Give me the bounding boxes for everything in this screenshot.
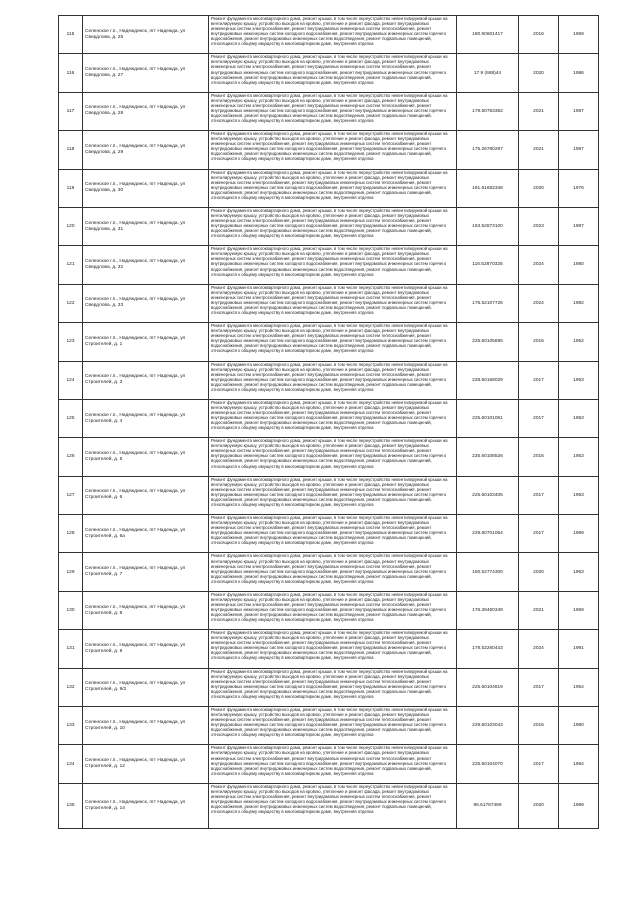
work-description-cell: Ремонт фундамента многоквартирного дома, ремонт крыши, в том числе переустройство невентилируемой крыши на вентилируемую крышу, устройство выходов на кровлю, утепление и ремонт фасада, ремонт внутридомовых инженерных систем электроснабжения, ремонт внутридомовых инженерных систем теплоснабжения, ремонт внутридомовых инженерных систем холодного водоснабжения, ремонт внутридомовых инженерных систем горячего водоснабжения, ремонт внутридомовых инженерных систем водоотведения, ремонт подвальных помещений, относящихся к общему имуществу в многоквартирном доме, внутренняя отделка <box>209 284 457 322</box>
build-year-cell: 1987 <box>559 92 599 130</box>
build-year-cell: 1980 <box>559 707 599 745</box>
address-cell: Селенское г.п., Надеждинск, пгт Надежда, ул Свердлова, д. 30 <box>83 169 209 207</box>
table-row <box>59 323 599 361</box>
table-row <box>59 630 599 668</box>
row-number-cell: 118 <box>59 131 83 169</box>
row-number-cell: 123 <box>59 323 83 361</box>
address-cell: Селенское г.п., Надеждинск, пгт Надежда, ул Свердлова, д. 28 <box>83 92 209 130</box>
repair-year-cell: 2017 <box>519 476 559 514</box>
build-year-cell: 1989 <box>559 783 599 828</box>
area-cell: 180.50601417 <box>457 16 519 54</box>
build-year-cell: 1963 <box>559 553 599 591</box>
address-cell: Селенское г.п., Надеждинск, пгт Надежда, ул Свердлова, д. 31 <box>83 207 209 245</box>
work-description-cell: Ремонт фундамента многоквартирного дома, ремонт крыши, в том числе переустройство невентилируемой крыши на вентилируемую крышу, устройство выходов на кровлю, утепление и ремонт фасада, ремонт внутридомовых инженерных систем электроснабжения, ремонт внутридомовых инженерных систем теплоснабжения, ремонт внутридомовых инженерных систем холодного водоснабжения, ремонт внутридомовых инженерных систем горячего водоснабжения, ремонт внутридомовых инженерных систем водоотведения, ремонт подвальных помещений, относящихся к общему имуществу в многоквартирном доме, внутренняя отделка <box>209 131 457 169</box>
address-cell: Селенское г.п., Надеждинск, пгт Надежда, ул Свердлова, д. 33 <box>83 284 209 322</box>
area-cell: 179.50763362 <box>457 92 519 130</box>
table-row <box>59 438 599 476</box>
build-year-cell: 1991 <box>559 630 599 668</box>
work-description-cell: Ремонт фундамента многоквартирного дома, ремонт крыши, в том числе переустройство невентилируемой крыши на вентилируемую крышу, устройство выходов на кровлю, утепление и ремонт фасада, ремонт внутридомовых инженерных систем электроснабжения, ремонт внутридомовых инженерных систем теплоснабжения, ремонт внутридомовых инженерных систем холодного водоснабжения, ремонт внутридомовых инженерных систем горячего водоснабжения, ремонт внутридомовых инженерных систем водоотведения, ремонт подвальных помещений, относящихся к общему имуществу в многоквартирном доме, внутренняя отделка <box>209 668 457 706</box>
area-cell: 229.60701064 <box>457 515 519 553</box>
row-number-cell: 121 <box>59 246 83 284</box>
address-cell: Селенское г.п., Надеждинск, пгт Надежда, ул Строителей, д. 7 <box>83 553 209 591</box>
table-row <box>59 361 599 399</box>
work-description-cell: Ремонт фундамента многоквартирного дома, ремонт крыши, в том числе переустройство невентилируемой крыши на вентилируемую крышу, устройство выходов на кровлю, утепление и ремонт фасада, ремонт внутридомовых инженерных систем электроснабжения, ремонт внутридомовых инженерных систем теплоснабжения, ремонт внутридомовых инженерных систем холодного водоснабжения, ремонт внутридомовых инженерных систем горячего водоснабжения, ремонт внутридомовых инженерных систем водоотведения, ремонт подвальных помещений, относящихся к общему имуществу в многоквартирном доме, внутренняя отделка <box>209 169 457 207</box>
repair-year-cell: 2017 <box>519 399 559 437</box>
row-number-cell: 122 <box>59 284 83 322</box>
table-row <box>59 591 599 629</box>
build-year-cell: 1987 <box>559 131 599 169</box>
work-description-cell: Ремонт фундамента многоквартирного дома, ремонт крыши, в том числе переустройство невентилируемой крыши на вентилируемую крышу, устройство выходов на кровлю, утепление и ремонт фасада, ремонт внутридомовых инженерных систем электроснабжения, ремонт внутридомовых инженерных систем теплоснабжения, ремонт внутридомовых инженерных систем холодного водоснабжения, ремонт внутридомовых инженерных систем горячего водоснабжения, ремонт внутридомовых инженерных систем водоотведения, ремонт подвальных помещений, относящихся к общему имуществу в многоквартирном доме, внутренняя отделка <box>209 783 457 828</box>
area-cell: 225.60108526 <box>457 438 519 476</box>
work-description-cell: Ремонт фундамента многоквартирного дома, ремонт крыши, в том числе переустройство невентилируемой крыши на вентилируемую крышу, устройство выходов на кровлю, утепление и ремонт фасада, ремонт внутридомовых инженерных систем электроснабжения, ремонт внутридомовых инженерных систем теплоснабжения, ремонт внутридомовых инженерных систем холодного водоснабжения, ремонт внутридомовых инженерных систем горячего водоснабжения, ремонт внутридомовых инженерных систем водоотведения, ремонт подвальных помещений, относящихся к общему имуществу в многоквартирном доме, внутренняя отделка <box>209 707 457 745</box>
area-cell: 225.60104819 <box>457 668 519 706</box>
address-cell: Селенское г.п., Надеждинск, пгт Надежда, ул Строителей, д. 9/2 <box>83 668 209 706</box>
area-cell: 17.9 (688)44 <box>457 54 519 92</box>
build-year-cell: 1982 <box>559 284 599 322</box>
table-row <box>59 169 599 207</box>
build-year-cell: 1953 <box>559 438 599 476</box>
area-cell: 176.52107726 <box>457 284 519 322</box>
address-cell: Селенское г.п., Надеждинск, пгт Надежда, ул Свердлова, д. 25 <box>83 16 209 54</box>
row-number-cell: 120 <box>59 207 83 245</box>
row-number-cell: 126 <box>59 438 83 476</box>
work-description-cell: Ремонт фундамента многоквартирного дома, ремонт крыши, в том числе переустройство невентилируемой крыши на вентилируемую крышу, устройство выходов на кровлю, утепление и ремонт фасада, ремонт внутридомовых инженерных систем электроснабжения, ремонт внутридомовых инженерных систем теплоснабжения, ремонт внутридомовых инженерных систем холодного водоснабжения, ремонт внутридомовых инженерных систем горячего водоснабжения, ремонт внутридомовых инженерных систем водоотведения, ремонт подвальных помещений, относящихся к общему имуществу в многоквартирном доме, внутренняя отделка <box>209 591 457 629</box>
row-number-cell: 125 <box>59 399 83 437</box>
repair-year-cell: 2016 <box>519 323 559 361</box>
table-row <box>59 783 599 828</box>
repair-year-cell: 2017 <box>519 515 559 553</box>
work-description-cell: Ремонт фундамента многоквартирного дома, ремонт крыши, в том числе переустройство невентилируемой крыши на вентилируемую крышу, устройство выходов на кровлю, утепление и ремонт фасада, ремонт внутридомовых инженерных систем электроснабжения, ремонт внутридомовых инженерных систем теплоснабжения, ремонт внутридомовых инженерных систем холодного водоснабжения, ремонт внутридомовых инженерных систем горячего водоснабжения, ремонт внутридомовых инженерных систем водоотведения, ремонт подвальных помещений, относящихся к общему имуществу в многоквартирном доме, внутренняя отделка <box>209 438 457 476</box>
address-cell: Селенское г.п., Надеждинск, пгт Надежда, ул Строителей, д. 8 <box>83 591 209 629</box>
build-year-cell: 1987 <box>559 207 599 245</box>
area-cell: 225.60105695 <box>457 323 519 361</box>
area-cell: 150.52774300 <box>457 553 519 591</box>
build-year-cell: 1976 <box>559 169 599 207</box>
row-number-cell: 128 <box>59 515 83 553</box>
repair-year-cell: 2020 <box>519 783 559 828</box>
area-cell: 175.26780297 <box>457 131 519 169</box>
address-cell: Селенское г.п., Надеждинск, пгт Надежда, ул Свердлова, д. 32 <box>83 246 209 284</box>
address-cell: Селенское г.п., Надеждинск, пгт Надежда, ул Строителей, д. 4 <box>83 399 209 437</box>
area-cell: 225.60103405 <box>457 476 519 514</box>
table-body <box>59 16 599 829</box>
work-description-cell: Ремонт фундамента многоквартирного дома, ремонт крыши, в том числе переустройство невентилируемой крыши на вентилируемую крышу, устройство выходов на кровлю, утепление и ремонт фасада, ремонт внутридомовых инженерных систем электроснабжения, ремонт внутридомовых инженерных систем теплоснабжения, ремонт внутридомовых инженерных систем холодного водоснабжения, ремонт внутридомовых инженерных систем горячего водоснабжения, ремонт внутридомовых инженерных систем водоотведения, ремонт подвальных помещений, относящихся к общему имуществу в многоквартирном доме, внутренняя отделка <box>209 476 457 514</box>
capital-repair-table <box>58 15 599 829</box>
build-year-cell: 1959 <box>559 16 599 54</box>
work-description-cell: Ремонт фундамента многоквартирного дома, ремонт крыши, в том числе переустройство невентилируемой крыши на вентилируемую крышу, устройство выходов на кровлю, утепление и ремонт фасада, ремонт внутридомовых инженерных систем электроснабжения, ремонт внутридомовых инженерных систем теплоснабжения, ремонт внутридомовых инженерных систем холодного водоснабжения, ремонт внутридомовых инженерных систем горячего водоснабжения, ремонт внутридомовых инженерных систем водоотведения, ремонт подвальных помещений, относящихся к общему имуществу в многоквартирном доме, внутренняя отделка <box>209 630 457 668</box>
work-description-cell: Ремонт фундамента многоквартирного дома, ремонт крыши, в том числе переустройство невентилируемой крыши на вентилируемую крышу, устройство выходов на кровлю, утепление и ремонт фасада, ремонт внутридомовых инженерных систем электроснабжения, ремонт внутридомовых инженерных систем теплоснабжения, ремонт внутридомовых инженерных систем холодного водоснабжения, ремонт внутридомовых инженерных систем горячего водоснабжения, ремонт внутридомовых инженерных систем водоотведения, ремонт подвальных помещений, относящихся к общему имуществу в многоквартирном доме, внутренняя отделка <box>209 553 457 591</box>
area-cell: 228.60168029 <box>457 361 519 399</box>
repair-year-cell: 2023 <box>519 207 559 245</box>
repair-year-cell: 2020 <box>519 553 559 591</box>
work-description-cell: Ремонт фундамента многоквартирного дома, ремонт крыши, в том числе переустройство невентилируемой крыши на вентилируемую крышу, устройство выходов на кровлю, утепление и ремонт фасада, ремонт внутридомовых инженерных систем электроснабжения, ремонт внутридомовых инженерных систем теплоснабжения, ремонт внутридомовых инженерных систем холодного водоснабжения, ремонт внутридомовых инженерных систем горячего водоснабжения, ремонт внутридомовых инженерных систем водоотведения, ремонт подвальных помещений, относящихся к общему имуществу в многоквартирном доме, внутренняя отделка <box>209 361 457 399</box>
address-cell: Селенское г.п., Надеждинск, пгт Надежда, ул Строителей, д. 6а <box>83 515 209 553</box>
area-cell: 225.60104070 <box>457 745 519 783</box>
table-row <box>59 668 599 706</box>
repair-year-cell: 2021 <box>519 131 559 169</box>
table-row <box>59 54 599 92</box>
table-row <box>59 515 599 553</box>
repair-year-cell: 2016 <box>519 16 559 54</box>
row-number-cell: 134 <box>59 745 83 783</box>
table-row <box>59 131 599 169</box>
row-number-cell: 127 <box>59 476 83 514</box>
area-cell: 176.28460349 <box>457 591 519 629</box>
table-row <box>59 745 599 783</box>
build-year-cell: 1952 <box>559 323 599 361</box>
address-cell: Селенское г.п., Надеждинск, пгт Надежда, ул Свердлова, д. 29 <box>83 131 209 169</box>
work-description-cell: Ремонт фундамента многоквартирного дома, ремонт крыши, в том числе переустройство невентилируемой крыши на вентилируемую крышу, устройство выходов на кровлю, утепление и ремонт фасада, ремонт внутридомовых инженерных систем электроснабжения, ремонт внутридомовых инженерных систем теплоснабжения, ремонт внутридомовых инженерных систем холодного водоснабжения, ремонт внутридомовых инженерных систем горячего водоснабжения, ремонт внутридомовых инженерных систем водоотведения, ремонт подвальных помещений, относящихся к общему имуществу в многоквартирном доме, внутренняя отделка <box>209 515 457 553</box>
row-number-cell: 117 <box>59 92 83 130</box>
repair-year-cell: 2017 <box>519 745 559 783</box>
address-cell: Селенское г.п., Надеждинск, пгт Надежда, ул Строителей, д. 3 <box>83 361 209 399</box>
work-description-cell: Ремонт фундамента многоквартирного дома, ремонт крыши, в том числе переустройство невентилируемой крыши на вентилируемую крышу, устройство выходов на кровлю, утепление и ремонт фасада, ремонт внутридомовых инженерных систем электроснабжения, ремонт внутридомовых инженерных систем теплоснабжения, ремонт внутридомовых инженерных систем холодного водоснабжения, ремонт внутридомовых инженерных систем горячего водоснабжения, ремонт внутридомовых инженерных систем водоотведения, ремонт подвальных помещений, относящихся к общему имуществу в многоквартирном доме, внутренняя отделка <box>209 745 457 783</box>
area-cell: 96.61767469 <box>457 783 519 828</box>
table-row <box>59 92 599 130</box>
repair-year-cell: 2024 <box>519 630 559 668</box>
table-row <box>59 246 599 284</box>
build-year-cell: 1959 <box>559 591 599 629</box>
work-description-cell: Ремонт фундамента многоквартирного дома, ремонт крыши, в том числе переустройство невентилируемой крыши на вентилируемую крышу, устройство выходов на кровлю, утепление и ремонт фасада, ремонт внутридомовых инженерных систем электроснабжения, ремонт внутридомовых инженерных систем теплоснабжения, ремонт внутридомовых инженерных систем холодного водоснабжения, ремонт внутридомовых инженерных систем горячего водоснабжения, ремонт внутридомовых инженерных систем водоотведения, ремонт подвальных помещений, относящихся к общему имуществу в многоквартирном доме, внутренняя отделка <box>209 16 457 54</box>
row-number-cell: 132 <box>59 668 83 706</box>
row-number-cell: 115 <box>59 16 83 54</box>
row-number-cell: 131 <box>59 630 83 668</box>
build-year-cell: 1953 <box>559 399 599 437</box>
repair-year-cell: 2020 <box>519 54 559 92</box>
build-year-cell: 1980 <box>559 246 599 284</box>
row-number-cell: 129 <box>59 553 83 591</box>
area-cell: 116.52870325 <box>457 246 519 284</box>
table-row <box>59 707 599 745</box>
address-cell: Селенское г.п., Надеждинск, пгт Надежда, ул Строителей, д. 6 <box>83 476 209 514</box>
work-description-cell: Ремонт фундамента многоквартирного дома, ремонт крыши, в том числе переустройство невентилируемой крыши на вентилируемую крышу, устройство выходов на кровлю, утепление и ремонт фасада, ремонт внутридомовых инженерных систем электроснабжения, ремонт внутридомовых инженерных систем теплоснабжения, ремонт внутридомовых инженерных систем холодного водоснабжения, ремонт внутридомовых инженерных систем горячего водоснабжения, ремонт внутридомовых инженерных систем водоотведения, ремонт подвальных помещений, относящихся к общему имуществу в многоквартирном доме, внутренняя отделка <box>209 54 457 92</box>
build-year-cell: 1986 <box>559 54 599 92</box>
area-cell: 229.60103043 <box>457 707 519 745</box>
table-row <box>59 399 599 437</box>
repair-year-cell: 2017 <box>519 361 559 399</box>
table-row <box>59 207 599 245</box>
repair-year-cell: 2024 <box>519 246 559 284</box>
address-cell: Селенское г.п., Надеждинск, пгт Надежда, ул Свердлова, д. 27 <box>83 54 209 92</box>
address-cell: Селенское г.п., Надеждинск, пгт Надежда, ул Строителей, д. 9 <box>83 630 209 668</box>
repair-year-cell: 2020 <box>519 169 559 207</box>
address-cell: Селенское г.п., Надеждинск, пгт Надежда, ул Строителей, д. 1 <box>83 323 209 361</box>
table-row <box>59 553 599 591</box>
row-number-cell: 135 <box>59 783 83 828</box>
area-cell: 178.52260443 <box>457 630 519 668</box>
table-row <box>59 16 599 54</box>
table-row <box>59 284 599 322</box>
address-cell: Селенское г.п., Надеждинск, пгт Надежда, ул Строителей, д. 5 <box>83 438 209 476</box>
build-year-cell: 1953 <box>559 476 599 514</box>
repair-year-cell: 2021 <box>519 591 559 629</box>
build-year-cell: 1984 <box>559 745 599 783</box>
build-year-cell: 1953 <box>559 361 599 399</box>
area-cell: 163.52873100 <box>457 207 519 245</box>
build-year-cell: 1989 <box>559 515 599 553</box>
repair-year-cell: 2021 <box>519 92 559 130</box>
work-description-cell: Ремонт фундамента многоквартирного дома, ремонт крыши, в том числе переустройство невентилируемой крыши на вентилируемую крышу, устройство выходов на кровлю, утепление и ремонт фасада, ремонт внутридомовых инженерных систем электроснабжения, ремонт внутридомовых инженерных систем теплоснабжения, ремонт внутридомовых инженерных систем холодного водоснабжения, ремонт внутридомовых инженерных систем горячего водоснабжения, ремонт внутридомовых инженерных систем водоотведения, ремонт подвальных помещений, относящихся к общему имуществу в многоквартирном доме, внутренняя отделка <box>209 207 457 245</box>
address-cell: Селенское г.п., Надеждинск, пгт Надежда, ул Строителей, д. 14 <box>83 783 209 828</box>
build-year-cell: 1954 <box>559 668 599 706</box>
repair-year-cell: 2024 <box>519 284 559 322</box>
work-description-cell: Ремонт фундамента многоквартирного дома, ремонт крыши, в том числе переустройство невентилируемой крыши на вентилируемую крышу, устройство выходов на кровлю, утепление и ремонт фасада, ремонт внутридомовых инженерных систем электроснабжения, ремонт внутридомовых инженерных систем теплоснабжения, ремонт внутридомовых инженерных систем холодного водоснабжения, ремонт внутридомовых инженерных систем горячего водоснабжения, ремонт внутридомовых инженерных систем водоотведения, ремонт подвальных помещений, относящихся к общему имуществу в многоквартирном доме, внутренняя отделка <box>209 246 457 284</box>
row-number-cell: 124 <box>59 361 83 399</box>
work-description-cell: Ремонт фундамента многоквартирного дома, ремонт крыши, в том числе переустройство невентилируемой крыши на вентилируемую крышу, устройство выходов на кровлю, утепление и ремонт фасада, ремонт внутридомовых инженерных систем электроснабжения, ремонт внутридомовых инженерных систем теплоснабжения, ремонт внутридомовых инженерных систем холодного водоснабжения, ремонт внутридомовых инженерных систем горячего водоснабжения, ремонт внутридомовых инженерных систем водоотведения, ремонт подвальных помещений, относящихся к общему имуществу в многоквартирном доме, внутренняя отделка <box>209 323 457 361</box>
address-cell: Селенское г.п., Надеждинск, пгт Надежда, ул Строителей, д. 12 <box>83 745 209 783</box>
row-number-cell: 116 <box>59 54 83 92</box>
repair-year-cell: 2017 <box>519 668 559 706</box>
row-number-cell: 133 <box>59 707 83 745</box>
work-description-cell: Ремонт фундамента многоквартирного дома, ремонт крыши, в том числе переустройство невентилируемой крыши на вентилируемую крышу, устройство выходов на кровлю, утепление и ремонт фасада, ремонт внутридомовых инженерных систем электроснабжения, ремонт внутридомовых инженерных систем теплоснабжения, ремонт внутридомовых инженерных систем холодного водоснабжения, ремонт внутридомовых инженерных систем горячего водоснабжения, ремонт внутридомовых инженерных систем водоотведения, ремонт подвальных помещений, относящихся к общему имуществу в многоквартирном доме, внутренняя отделка <box>209 399 457 437</box>
row-number-cell: 119 <box>59 169 83 207</box>
work-description-cell: Ремонт фундамента многоквартирного дома, ремонт крыши, в том числе переустройство невентилируемой крыши на вентилируемую крышу, устройство выходов на кровлю, утепление и ремонт фасада, ремонт внутридомовых инженерных систем электроснабжения, ремонт внутридомовых инженерных систем теплоснабжения, ремонт внутридомовых инженерных систем холодного водоснабжения, ремонт внутридомовых инженерных систем горячего водоснабжения, ремонт внутридомовых инженерных систем водоотведения, ремонт подвальных помещений, относящихся к общему имуществу в многоквартирном доме, внутренняя отделка <box>209 92 457 130</box>
table-row <box>59 476 599 514</box>
row-number-cell: 130 <box>59 591 83 629</box>
area-cell: 225.60101061 <box>457 399 519 437</box>
address-cell: Селенское г.п., Надеждинск, пгт Надежда, ул Строителей, д. 10 <box>83 707 209 745</box>
repair-year-cell: 2016 <box>519 438 559 476</box>
repair-year-cell: 2016 <box>519 707 559 745</box>
area-cell: 181.61682348 <box>457 169 519 207</box>
